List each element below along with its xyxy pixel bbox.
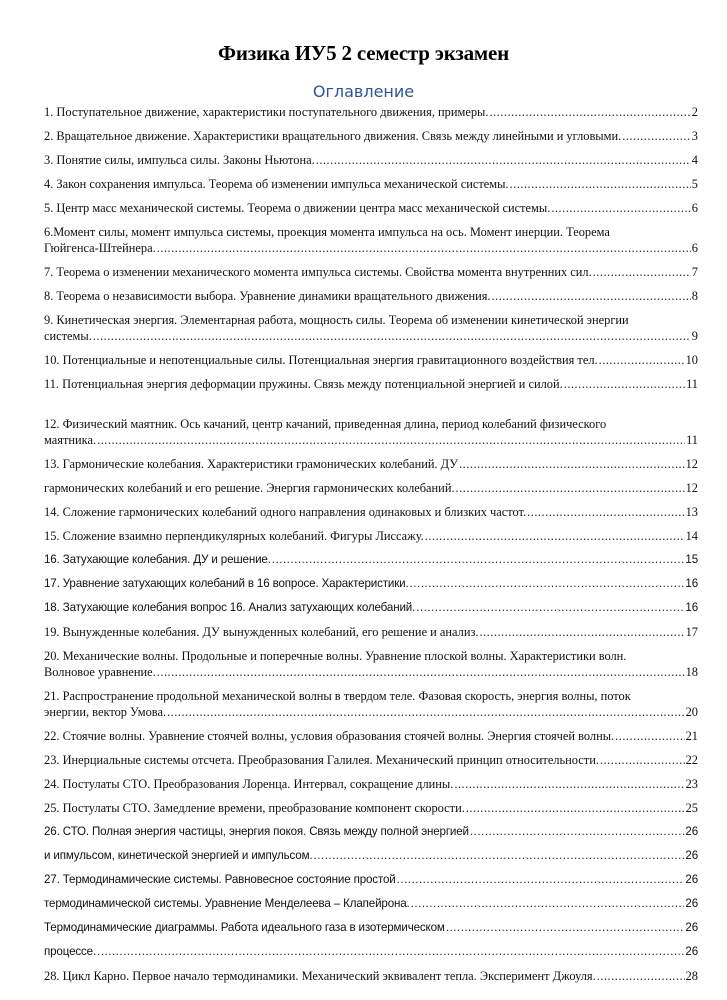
toc-entry-line xyxy=(44,752,698,768)
toc-entry[interactable] xyxy=(44,176,698,192)
toc-entry-title: 26. СТО. Полная энергия частицы, энергия покоя. Связь между полной энергией xyxy=(44,825,469,838)
toc-entry-title: 3. Понятие силы, импульса силы. Законы Ньютона. xyxy=(44,153,315,167)
toc-dot-leader xyxy=(416,600,684,616)
toc-entry-title: 7. Теорема о изменении механического момента импульса системы. Свойства момента внутренних сил. xyxy=(44,265,592,279)
toc-entry[interactable] xyxy=(44,968,698,984)
toc-page-number: 12 xyxy=(685,481,698,495)
toc-entry-title: 22. Стоячие волны. Уравнение стоячей волны, условия образования стоячей волны. Энергия стоячей волны. xyxy=(44,729,615,743)
toc-dot-leader xyxy=(489,104,690,120)
toc-entry[interactable] xyxy=(44,600,698,616)
toc-dot-leader xyxy=(167,704,685,720)
toc-entry-title: 25. Постулаты СТО. Замедление времени, преобразование компонент скорости. xyxy=(44,801,465,815)
toc-entry-title: системы. xyxy=(44,329,92,343)
toc-dot-leader xyxy=(446,920,685,936)
toc-entry-title: гармонических колебаний и его решение. Энергия гармонических колебаний. xyxy=(44,481,455,495)
toc-page-number: 6 xyxy=(691,201,698,215)
toc-page-number: 11 xyxy=(686,433,698,447)
toc-entry-title: Термодинамические диаграммы. Работа идеального газа в изотермическом xyxy=(44,921,445,934)
toc-dot-leader xyxy=(97,944,684,960)
toc-entry-title: 11. Потенциальная энергия деформации пружины. Связь между потенциальной энергией и силой. xyxy=(44,377,563,391)
toc-page-number: 13 xyxy=(685,505,698,519)
toc-dot-leader xyxy=(157,240,691,256)
toc-page-number: 26 xyxy=(685,945,698,958)
toc-entry[interactable] xyxy=(44,288,698,304)
toc-entry-line xyxy=(44,968,698,984)
toc-page-number: 26 xyxy=(685,825,698,838)
toc-entry[interactable] xyxy=(44,944,698,960)
toc-entry-title-first-line: 20. Механические волны. Продольные и поперечные волны. Уравнение плоской волны. Характеристики волн. xyxy=(44,649,627,663)
toc-entry-title: термодинамической системы. Уравнение Менделеева – Клапейрона. xyxy=(44,897,410,910)
toc-page-number: 26 xyxy=(685,921,698,934)
toc-entry[interactable] xyxy=(44,688,698,720)
toc-entry-title: 13. Гармонические колебания. Характеристики грамонических колебаний. ДУ xyxy=(44,457,459,471)
toc-entry-title: 8. Теорема о независимости выбора. Уравнение динамики вращательного движения. xyxy=(44,289,491,303)
toc-entry-title: 1. Поступательное движение, характеристики поступательного движения, примеры. xyxy=(44,105,489,119)
toc-entry[interactable] xyxy=(44,104,698,120)
toc-entry-title-first-line: 9. Кинетическая энергия. Элементарная работа, мощность силы. Теорема об изменении кинетической энергии xyxy=(44,313,629,327)
toc-entry-line xyxy=(44,664,698,680)
toc-entry-title: 4. Закон сохранения импульса. Теорема об изменении импульса механической системы. xyxy=(44,177,509,191)
toc-entry-line xyxy=(44,200,698,216)
toc-page-number: 12 xyxy=(685,457,698,471)
toc-entry[interactable] xyxy=(44,416,698,448)
toc-entry-title: маятника. xyxy=(44,433,97,447)
toc-entry[interactable] xyxy=(44,920,698,936)
toc-page-number: 25 xyxy=(685,801,698,815)
toc-entry[interactable] xyxy=(44,848,698,864)
toc-entry-line xyxy=(44,800,698,816)
toc-entry-line xyxy=(44,944,698,960)
toc-entry-line xyxy=(44,504,698,520)
toc-entry[interactable] xyxy=(44,456,698,472)
toc-entry[interactable] xyxy=(44,264,698,280)
toc-entry[interactable] xyxy=(44,752,698,768)
toc-entry-title: 10. Потенциальные и непотенциальные силы. Потенциальная энергия гравитационного воздействия тел. xyxy=(44,353,598,367)
toc-page-number: 2 xyxy=(691,105,698,119)
toc-entry-title: 24. Постулаты СТО. Преобразования Лоренца. Интервал, сокращение длины. xyxy=(44,777,454,791)
toc-heading: Оглавление xyxy=(312,82,415,101)
toc-entry[interactable] xyxy=(44,312,698,344)
toc-dot-leader xyxy=(313,848,684,864)
toc-entry-line xyxy=(44,920,698,936)
toc-entry-line xyxy=(44,872,698,888)
toc-dot-leader xyxy=(397,872,685,888)
toc-dot-leader xyxy=(593,264,691,280)
toc-dot-leader xyxy=(622,128,691,144)
toc-dot-leader xyxy=(510,176,691,192)
toc-page-number: 4 xyxy=(691,153,698,167)
toc-dot-leader xyxy=(459,456,685,472)
toc-entry[interactable] xyxy=(44,576,698,592)
toc-dot-leader xyxy=(564,376,685,392)
toc-page-number: 5 xyxy=(691,177,698,191)
toc-entry-line xyxy=(44,432,698,448)
toc-page-number: 10 xyxy=(685,353,698,367)
toc-entry[interactable] xyxy=(44,552,698,568)
toc-page-number: 6 xyxy=(691,241,698,255)
toc-entry[interactable] xyxy=(44,528,698,544)
toc-entry-line xyxy=(44,600,698,616)
toc-page-number: 17 xyxy=(685,625,698,639)
toc-entry[interactable] xyxy=(44,728,698,744)
toc-dot-leader xyxy=(600,752,685,768)
toc-page-number: 23 xyxy=(685,777,698,791)
toc-entry[interactable] xyxy=(44,352,698,368)
toc-dot-leader xyxy=(479,624,684,640)
toc-page-number: 11 xyxy=(686,377,698,391)
toc-entry-line xyxy=(44,240,698,256)
toc-entry-title: 2. Вращательное движение. Характеристики вращательного движения. Связь между линейными и угловыми. xyxy=(44,129,622,143)
toc-entry-title: Волновое уравнение. xyxy=(44,665,156,679)
toc-page-number: 21 xyxy=(685,729,698,743)
toc-dot-leader xyxy=(470,824,685,840)
toc-entry[interactable] xyxy=(44,128,698,144)
toc-dot-leader xyxy=(410,576,685,592)
document-title: Физика ИУ5 2 семестр экзамен xyxy=(217,41,509,65)
toc-entry-line xyxy=(44,896,698,912)
toc-entry-title: и ипмульсом, кинетической энергией и импульсом. xyxy=(44,849,313,862)
toc-entry-title: 16. Затухающие колебания. ДУ и решение. xyxy=(44,553,271,566)
toc-entry-line xyxy=(44,728,698,744)
toc-entry-title: 19. Вынужденные колебания. ДУ вынужденных колебаний, его решение и анализ. xyxy=(44,625,479,639)
toc-entry-line xyxy=(44,624,698,640)
toc-dot-leader xyxy=(456,480,685,496)
toc-page-number: 18 xyxy=(685,665,698,679)
toc-dot-leader xyxy=(527,504,684,520)
toc-dot-leader xyxy=(597,968,685,984)
toc-dot-leader xyxy=(316,152,691,168)
toc-entry-title: 27. Термодинамические системы. Равновесное состояние простой xyxy=(44,873,396,886)
toc-dot-leader xyxy=(615,728,684,744)
toc-entry[interactable] xyxy=(44,800,698,816)
toc-page-number: 26 xyxy=(685,897,698,910)
toc-entry[interactable] xyxy=(44,896,698,912)
toc-entry[interactable] xyxy=(44,824,698,840)
toc-page-number: 16 xyxy=(685,577,698,590)
toc-page-number: 16 xyxy=(685,601,698,614)
toc-entry-title: процессе. xyxy=(44,945,97,958)
toc-page-number: 26 xyxy=(685,873,698,886)
toc-entry-line xyxy=(44,352,698,368)
toc-entry[interactable] xyxy=(44,504,698,520)
toc-dot-leader xyxy=(599,352,685,368)
toc-entry-line xyxy=(44,376,698,392)
toc-entry[interactable] xyxy=(44,224,698,256)
toc-entry-title: 14. Сложение гармонических колебаний одного направления одинаковых и близких частот. xyxy=(44,505,527,519)
toc-page-number: 26 xyxy=(685,849,698,862)
toc-entry-title-first-line: 12. Физический маятник. Ось качаний, центр качаний, приведенная длина, период колебаний физического xyxy=(44,417,607,431)
toc-dot-leader xyxy=(492,288,691,304)
toc-page-number: 20 xyxy=(685,705,698,719)
toc-dot-leader xyxy=(425,528,685,544)
toc-entry-title-first-line: 21. Распространение продольной механической волны в твердом теле. Фазовая скорость, энергия волны, поток xyxy=(44,689,631,703)
toc-entry-title: 17. Уравнение затухающих колебаний в 16 вопросе. Характеристики. xyxy=(44,577,409,590)
toc-dot-leader xyxy=(97,432,685,448)
toc-entry-title: 28. Цикл Карно. Первое начало термодинамики. Механический эквивалент тепла. Эксперимент Джоуля. xyxy=(44,969,596,983)
toc-entry-title: 23. Инерциальные системы отсчета. Преобразования Галилея. Механический принцип относительности. xyxy=(44,753,599,767)
toc-page-number: 8 xyxy=(691,289,698,303)
toc-entry-line xyxy=(44,176,698,192)
toc-page-number: 22 xyxy=(685,753,698,767)
toc-entry-title: энергии, вектор Умова. xyxy=(44,705,167,719)
toc-entry-line xyxy=(44,152,698,168)
toc-page-number: 28 xyxy=(685,969,698,983)
toc-page-number: 3 xyxy=(691,129,698,143)
toc-dot-leader xyxy=(411,896,685,912)
toc-entry-line xyxy=(44,104,698,120)
toc-entry[interactable] xyxy=(44,872,698,888)
toc-entry-line xyxy=(44,704,698,720)
toc-entry-line xyxy=(44,576,698,592)
toc-entry-line xyxy=(44,288,698,304)
toc-entry[interactable] xyxy=(44,376,698,392)
toc-dot-leader xyxy=(551,200,690,216)
toc-entry-line xyxy=(44,328,698,344)
toc-page-number: 7 xyxy=(691,265,698,279)
toc-entry-line xyxy=(44,824,698,840)
toc-entry-title: 18. Затухающие колебания вопрос 16. Анализ затухающих колебаний. xyxy=(44,601,416,614)
toc-dot-leader xyxy=(93,328,691,344)
toc-dot-leader xyxy=(454,776,684,792)
toc-entry-line xyxy=(44,480,698,496)
toc-entry-title: 5. Центр масс механической системы. Теорема о движении центра масс механической системы. xyxy=(44,201,551,215)
toc-page-number: 9 xyxy=(691,329,698,343)
toc-entry-title: 15. Сложение взаимно перпендикулярных колебаний. Фигуры Лиссажу. xyxy=(44,529,424,543)
toc-entry-line xyxy=(44,776,698,792)
toc-entry[interactable] xyxy=(44,648,698,680)
toc-entry-title: Гюйгенса-Штейнера. xyxy=(44,241,156,255)
toc-entry-line xyxy=(44,848,698,864)
toc-dot-leader xyxy=(157,664,685,680)
toc-page-number: 14 xyxy=(685,529,698,543)
toc-entry-line xyxy=(44,528,698,544)
toc-entry[interactable] xyxy=(44,624,698,640)
toc-entry-line xyxy=(44,552,698,568)
toc-entry[interactable] xyxy=(44,776,698,792)
toc-dot-leader xyxy=(272,552,685,568)
toc-entry-line xyxy=(44,264,698,280)
toc-entry[interactable] xyxy=(44,152,698,168)
toc-entry-title-first-line: 6.Момент силы, момент импульса системы, проекция момента импульса на ось. Момент инерции. Теорема xyxy=(44,225,610,239)
toc-entry-line xyxy=(44,456,698,472)
toc-page-number: 15 xyxy=(685,553,698,566)
toc-entry[interactable] xyxy=(44,480,698,496)
toc-entry[interactable] xyxy=(44,200,698,216)
toc-dot-leader xyxy=(466,800,685,816)
toc-entry-line xyxy=(44,128,698,144)
